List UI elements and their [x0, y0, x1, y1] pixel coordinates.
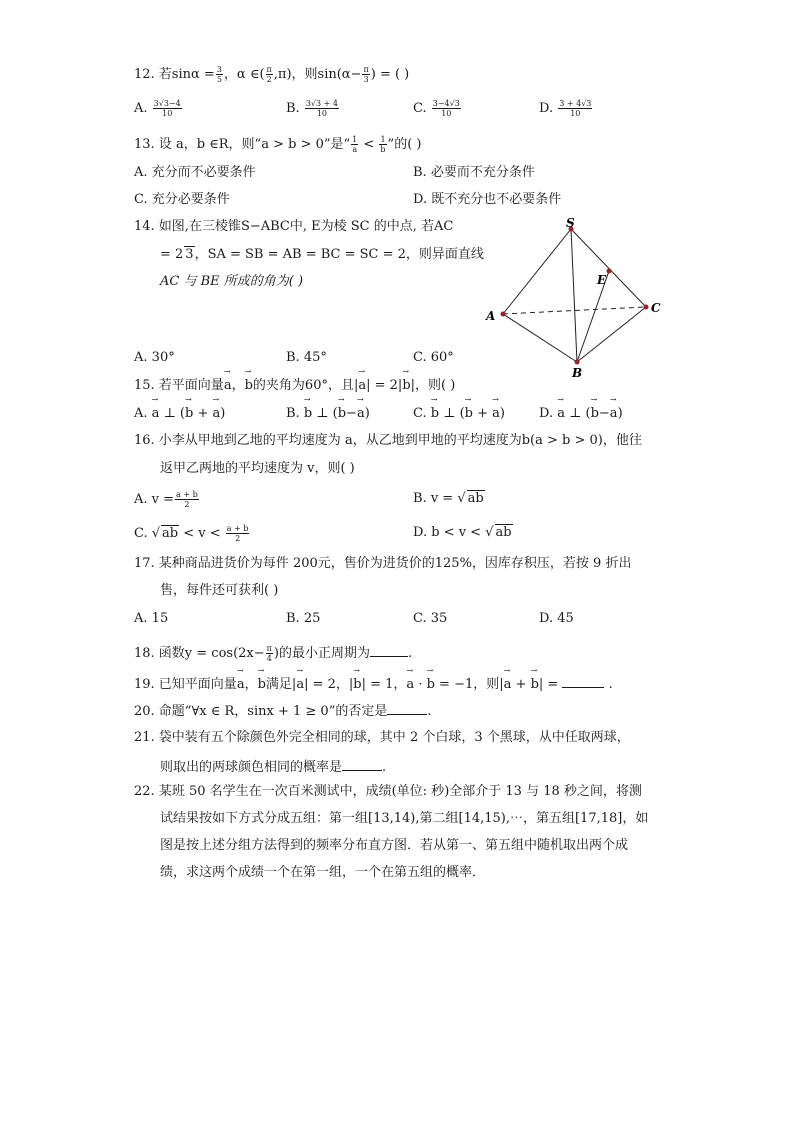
- q20-stem: 20. 命题“∀x ∈ R，sinx + 1 ≥ 0”的否定是 .: [134, 700, 431, 721]
- q12-option-d[interactable]: D. $\frac{3 + 4√3}{10}$: [539, 99, 592, 118]
- edge-bc: [577, 307, 646, 362]
- q12-option-c[interactable]: C. $\frac{3-4√3}{10}$: [413, 99, 460, 118]
- point-a: [501, 312, 506, 317]
- q21-line-2: 则取出的两球颜色相同的概率是 .: [160, 756, 386, 777]
- q14-line-1: 14. 如图,在三棱锥S−ABC中, E为棱 SC 的中点, 若AC: [134, 219, 454, 234]
- q17-line-1: 17. 某种商品进货价为每件 200元，售价为进货价的125%，因库存积压，若按 9 折出: [134, 556, 632, 571]
- q14-line-2: = 2 3，SA = SB = AB = BC = SC = 2，则异面直线: [160, 247, 484, 262]
- q15-option-b[interactable]: B. → b ⊥ (→ b−→ a): [286, 405, 370, 423]
- q15-option-d[interactable]: D. → a ⊥ (→ b−→ a): [539, 405, 623, 423]
- q22-line-3: 图是按上述分组方法得到的频率分布直方图．若从第一、第五组中随机取出两个成: [160, 838, 629, 853]
- point-c: [644, 305, 649, 310]
- edge-ab: [503, 314, 577, 362]
- q21-answer-blank[interactable]: [342, 756, 382, 771]
- q17-option-a[interactable]: A. 15: [134, 611, 169, 626]
- label-e: E: [597, 273, 607, 287]
- q15-option-c[interactable]: C. → b ⊥ (→ b + → a): [413, 405, 505, 423]
- label-b: B: [572, 366, 583, 380]
- q16-line-1: 16. 小李从甲地到乙地的平均速度为 a，从乙地到甲地的平均速度为b(a > b > 0)，他往: [134, 433, 642, 448]
- point-e: [607, 269, 612, 274]
- q21-line-1: 21. 袋中装有五个除颜色外完全相同的球，其中 2 个白球，3 个黑球，从中任取两球，: [134, 730, 630, 745]
- label-s: S: [566, 216, 575, 230]
- q19-stem: 19. 已知平面向量→ a，→ b满足|→ a| = 2，|→ b| = 1，→ a · → b = −1，则|→ a + → b| = .: [134, 673, 613, 694]
- q17-option-c[interactable]: C. 35: [413, 611, 448, 626]
- label-a: A: [486, 309, 496, 323]
- q22-line-1: 22. 某班 50 名学生在一次百米测试中，成绩(单位: 秒)全部介于 13 与 18 秒之间，将测: [134, 784, 642, 799]
- q14-option-b[interactable]: B. 45°: [286, 350, 327, 365]
- q18-stem: 18. 函数y = cos(2x− $\frac{\pi}{4}$ )的最小正周期为 .: [134, 644, 413, 663]
- q18-answer-blank[interactable]: [370, 642, 408, 657]
- q16-option-b[interactable]: B. v = √ ab: [413, 491, 484, 506]
- tetrahedron-figure: [480, 214, 670, 384]
- q19-answer-blank[interactable]: [562, 673, 604, 688]
- q14-option-c[interactable]: C. 60°: [413, 350, 454, 365]
- edge-sc: [571, 229, 646, 307]
- q13-option-a[interactable]: A. 充分而不必要条件: [134, 165, 256, 180]
- q13-option-b[interactable]: B. 必要而不充分条件: [413, 165, 535, 180]
- q14-option-a[interactable]: A. 30°: [134, 350, 175, 365]
- q22-line-2: 试结果按如下方式分成五组：第一组[13,14),第二组[14,15),⋯，第五组[17,18]，如: [160, 811, 649, 826]
- q16-option-d[interactable]: D. b < v < √ ab: [413, 525, 512, 540]
- point-b: [575, 360, 580, 365]
- q13-option-d[interactable]: D. 既不充分也不必要条件: [413, 192, 562, 207]
- q17-line-2: 售，每件还可获利( ): [160, 583, 279, 598]
- q16-option-c[interactable]: C. √ ab < v < $\frac{a + b}{2}$: [134, 524, 249, 543]
- q12-option-b[interactable]: B. $\frac{3√3 + 4}{10}$: [286, 99, 338, 118]
- q20-answer-blank[interactable]: [387, 700, 427, 715]
- q17-option-b[interactable]: B. 25: [286, 611, 321, 626]
- q12-option-a[interactable]: A. $\frac{3√3-4}{10}$: [134, 99, 181, 118]
- q12-stem: 12. 若sinα = $\frac{3}{5}$ ，α ∈( $\frac{\pi}{2}$ ,π)，则sin(α− $\frac{\pi}{3}$ ) = ( ): [134, 65, 410, 84]
- label-c: C: [651, 301, 661, 315]
- q22-line-4: 绩，求这两个成绩一个在第一组，一个在第五组的概率．: [160, 865, 486, 880]
- q13-stem: 13. 设 a，b ∈R，则“a > b > 0”是“ $\frac{1}{a}$ < $\frac{1}{b}$ ”的( ): [134, 135, 422, 154]
- q16-line-2: 返甲乙两地的平均速度为 v，则( ): [160, 461, 355, 476]
- q13-option-c[interactable]: C. 充分必要条件: [134, 192, 230, 207]
- edge-sa: [503, 229, 571, 314]
- q15-stem: 15. 若平面向量→ a，→ b的夹角为60°，且|→ a| = 2|→ b|，则( ): [134, 377, 455, 395]
- q14-line-3: AC 与 BE 所成的角为( ): [160, 274, 304, 289]
- q15-option-a[interactable]: A. → a ⊥ (→ b + → a): [134, 405, 225, 423]
- q16-option-a[interactable]: A. v = $\frac{a + b}{2}$: [134, 490, 198, 509]
- edge-sb: [571, 229, 577, 362]
- q17-option-d[interactable]: D. 45: [539, 611, 574, 626]
